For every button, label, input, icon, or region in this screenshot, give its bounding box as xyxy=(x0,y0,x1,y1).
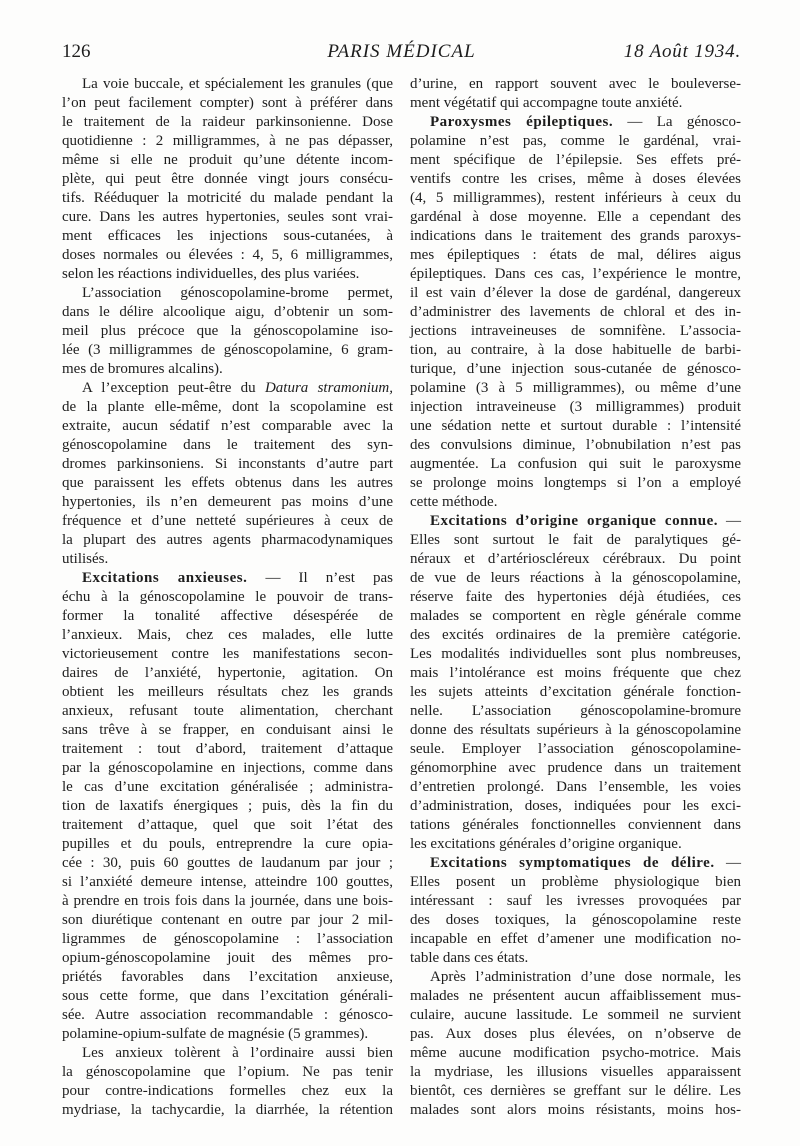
issue-date: 18 Août 1934. xyxy=(623,41,741,62)
line-text: tifs. Rééduquer la motricité du malade pendant la xyxy=(62,190,393,206)
line-text: que paraissent les effets obtenus dans les autres xyxy=(62,475,393,491)
line-text: échu à la génoscopolamine le pouvoir de trans- xyxy=(62,589,393,605)
line-text: sans trêve à se frapper, en conduisant ainsi le xyxy=(62,722,393,738)
text-line xyxy=(410,208,741,227)
line-text: Elles posent un problème physiologique bien xyxy=(410,874,741,890)
line-text: meil plus précoce que la génoscopolamine iso- xyxy=(62,323,393,339)
text-line xyxy=(410,322,741,341)
text-line xyxy=(410,436,741,455)
line-text: incapable en effet d’amener une modification no- xyxy=(410,931,741,947)
line-text: utilisés. xyxy=(62,551,109,567)
line-text: malades se comportent en règle générale comme xyxy=(410,608,741,624)
line-text: anxieux, refusant toute alimentation, cherchant xyxy=(62,703,393,719)
line-text: cette méthode. xyxy=(410,494,498,510)
text-line xyxy=(410,360,741,379)
text-line xyxy=(410,1101,741,1120)
line-text: injection intraveineuse (3 milligrammes) produit xyxy=(410,399,741,415)
text-line xyxy=(62,113,393,132)
line-text: la génoscopolamine que l’opium. Ne pas tenir xyxy=(62,1064,393,1080)
line-text: pas. Aux doses plus élevées, on n’observe de xyxy=(410,1026,741,1042)
line-text: une sédation nette et surtout durable : l’intensité xyxy=(410,418,741,434)
line-text: des convulsions diminue, l’obnubilation n’est pas xyxy=(410,437,741,453)
text-line xyxy=(410,493,741,512)
text-line xyxy=(62,721,393,740)
text-line xyxy=(410,1044,741,1063)
text-line xyxy=(410,702,741,721)
line-text: la mydriase, les illusions visuelles apparaissent xyxy=(410,1064,741,1080)
section-heading: Excitations anxieuses. xyxy=(82,570,248,586)
text-line xyxy=(410,588,741,607)
line-text: mes épileptiques : états de mal, délires aigus xyxy=(410,247,741,263)
line-text: pour contre-indications formelles chez eux la xyxy=(62,1083,393,1099)
line-text: d’entretien prolongé. Dans l’ensemble, les voies xyxy=(410,779,741,795)
text-line xyxy=(62,987,393,1006)
text-line xyxy=(62,645,393,664)
text-line xyxy=(410,1063,741,1082)
section-paragraph xyxy=(62,569,393,1044)
line-text: génoscopolamine dans le traitement des syn- xyxy=(62,437,393,453)
text-line xyxy=(410,75,741,94)
paragraph xyxy=(62,284,393,379)
line-text: d’urine, en rapport souvent avec le bouleverse- xyxy=(410,76,741,92)
page-number: 126 xyxy=(62,41,91,62)
line-text: La voie buccale, et spécialement les granules (que xyxy=(82,76,393,92)
section-heading: Excitations d’origine organique connue. xyxy=(430,513,719,529)
line-text: Elles sont surtout le fait de paralytiques gé- xyxy=(410,532,741,548)
text-line xyxy=(410,816,741,835)
text-line xyxy=(62,75,393,94)
text-line xyxy=(410,94,741,113)
text-line xyxy=(410,645,741,664)
line-text: mais l’intolérance est moins fréquente que chez xyxy=(410,665,741,681)
text-line xyxy=(62,208,393,227)
line-text: néraux et d’artérioscléreux cérébraux. Du point xyxy=(410,551,741,567)
line-text: nelle. L’association génoscopolamine-bromure xyxy=(410,703,741,719)
line-text: opium-génoscopolamine jouit des mêmes pro- xyxy=(62,950,393,966)
line-text: mydriase, la tachycardie, la diarrhée, la rétention xyxy=(62,1102,393,1118)
text-line xyxy=(410,683,741,702)
line-text: la plupart des autres agents pharmacodynamiques xyxy=(62,532,393,548)
text-line xyxy=(62,94,393,113)
line-text: de vue de leurs réactions à la génoscopolamine, xyxy=(410,570,741,586)
text-line xyxy=(410,379,741,398)
text-line xyxy=(410,417,741,436)
line-text: lée (3 milligrammes de génoscopolamine, 6 gram- xyxy=(62,342,393,358)
line-text: ment spécifique de l’épilepsie. Ses effets pré- xyxy=(410,152,741,168)
line-text: gardénal à dose moyenne. Elle a cependant des xyxy=(410,209,741,225)
line-text: tion, au contraire, à la dose habituelle de barbi- xyxy=(410,342,741,358)
text-line xyxy=(410,398,741,417)
text-line xyxy=(410,151,741,170)
line-text: ventifs contre les crises, même à doses élevées xyxy=(410,171,741,187)
line-text: mes de bromures alcalins). xyxy=(62,361,223,377)
text-line xyxy=(62,683,393,702)
line-text: quotidienne : 2 milligrammes, à ne pas dépasser, xyxy=(62,133,393,149)
text-line xyxy=(62,379,393,398)
text-line xyxy=(62,246,393,265)
line-text: les sujets atteints d’excitation générale fonction- xyxy=(410,684,741,700)
text-line xyxy=(62,1063,393,1082)
line-text: cée : 30, puis 60 gouttes de laudanum par jour ; xyxy=(62,855,393,871)
section-paragraph xyxy=(410,854,741,968)
line-text: si l’anxiété demeure intense, atteindre 100 gouttes, xyxy=(62,874,393,890)
text-line xyxy=(62,493,393,512)
text-line xyxy=(410,1082,741,1101)
section-paragraph xyxy=(410,512,741,854)
section-heading: Paroxysmes épileptiques. xyxy=(430,114,614,130)
text-line xyxy=(62,968,393,987)
text-line xyxy=(62,512,393,531)
text-line xyxy=(410,968,741,987)
text-line xyxy=(62,797,393,816)
text-line xyxy=(62,1006,393,1025)
text-line xyxy=(410,873,741,892)
text-line xyxy=(62,360,393,379)
line-text: il est vain d’élever la dose de gardénal, dangereux xyxy=(410,285,741,301)
text-line xyxy=(62,816,393,835)
text-line xyxy=(410,455,741,474)
line-text: pupilles et du pouls, entreprendre la cure opia- xyxy=(62,836,393,852)
text-line xyxy=(62,1025,393,1044)
line-text: culaire, aucune lassitude. Le sommeil ne survient xyxy=(410,1007,741,1023)
line-text: cure. Dans les autres hypertonies, seules sont vrai- xyxy=(62,209,393,225)
line-text: traitement d’attaque, quel que soit l’état des xyxy=(62,817,393,833)
text-line xyxy=(410,227,741,246)
text-line xyxy=(62,835,393,854)
text-line xyxy=(410,189,741,208)
text-line xyxy=(62,778,393,797)
text-line xyxy=(410,797,741,816)
text-line xyxy=(410,949,741,968)
text-line xyxy=(62,151,393,170)
line-text: Les anxieux tolèrent à l’ordinaire aussi bien xyxy=(82,1045,393,1061)
line-text: polamine (3 à 5 milligrammes), ou même d’une xyxy=(410,380,741,396)
text-line xyxy=(62,588,393,607)
text-line xyxy=(410,740,741,759)
line-text: ment végétatif qui accompagne toute anxiété. xyxy=(410,95,683,111)
text-line xyxy=(62,911,393,930)
text-line xyxy=(62,949,393,968)
line-text: intéressant : sauf les ivresses provoquées par xyxy=(410,893,741,909)
text-line xyxy=(62,398,393,417)
line-text: même si elle ne produit qu’une détente incom- xyxy=(62,152,393,168)
line-text: indications dans le traitement des grands paroxys- xyxy=(410,228,741,244)
text-line xyxy=(62,607,393,626)
right-column xyxy=(410,75,741,1120)
text-line xyxy=(62,930,393,949)
text-line xyxy=(410,246,741,265)
line-text: des excités ordinaires de la première catégorie. xyxy=(410,627,741,643)
line-text: épileptiques. Dans ces cas, l’expérience le montre, xyxy=(410,266,741,282)
text-line xyxy=(62,664,393,683)
line-text: tations générales fonctionnelles conviennent dans xyxy=(410,817,741,833)
line-text: l’anxieux. Mais, chez ces malades, elle lutte xyxy=(62,627,393,643)
line-text: réserve faite des hypertonies déjà étudiées, ces xyxy=(410,589,741,605)
text-line xyxy=(62,702,393,721)
line-text: tion de laxatifs énergiques ; puis, dès la fin du xyxy=(62,798,393,814)
line-text: sée. Autre association recommandable : génosco- xyxy=(62,1007,393,1023)
line-text: le cas d’une excitation généralisée ; administra- xyxy=(62,779,393,795)
line-text: dans le délire alcoolique aigu, d’obtenir un som- xyxy=(62,304,393,320)
line-text: hypertonies, ils n’en demeurent pas moins d’une xyxy=(62,494,393,510)
line-text: Les modalités individuelles sont plus nombreuses, xyxy=(410,646,741,662)
text-line xyxy=(410,1025,741,1044)
line-text: jections intraveineuses de somnifène. L’associa- xyxy=(410,323,741,339)
line-text: à prendre en trois fois dans la journée, dans une bois- xyxy=(62,893,393,909)
line-text: son diurétique contenant en outre par jour 2 mil- xyxy=(62,912,393,928)
text-line xyxy=(62,854,393,873)
line-text: L’association génoscopolamine-brome permet, xyxy=(82,285,393,301)
text-line xyxy=(62,474,393,493)
line-text: d’administrer des lavements de chloral et des in- xyxy=(410,304,741,320)
text-line xyxy=(410,132,741,151)
line-text: daires de l’anxiété, hypertonie, agitation. On xyxy=(62,665,393,681)
line-text: ment efficaces les injections sous-cutanées, à xyxy=(62,228,393,244)
paragraph xyxy=(62,75,393,284)
text-line xyxy=(410,778,741,797)
text-line xyxy=(410,835,741,854)
paragraph xyxy=(410,75,741,113)
journal-title: PARIS MÉDICAL xyxy=(327,41,476,62)
line-text: dromes parkinsoniens. Si inconstants d’autre part xyxy=(62,456,393,472)
line-text: ligrammes de génoscopolamine : l’association xyxy=(62,931,393,947)
text-line xyxy=(410,284,741,303)
line-text: se prolonge moins longtemps si l’on a employé xyxy=(410,475,741,491)
text-line xyxy=(62,740,393,759)
text-line xyxy=(62,132,393,151)
text-line xyxy=(62,436,393,455)
running-header xyxy=(62,40,741,64)
line-text: génomorphine avec prudence dans un traitement xyxy=(410,760,741,776)
text-line xyxy=(62,626,393,645)
text-line xyxy=(62,170,393,189)
text-line xyxy=(410,759,741,778)
line-text: victorieusement contre les manifestations secon- xyxy=(62,646,393,662)
text-line xyxy=(410,170,741,189)
line-text: turique, d’une injection sous-cutanée de génosco- xyxy=(410,361,741,377)
text-line xyxy=(62,1044,393,1063)
text-line xyxy=(62,1101,393,1120)
text-line xyxy=(62,341,393,360)
line-text: les excitations générales d’origine organique. xyxy=(410,836,682,852)
text-line xyxy=(410,474,741,493)
line-text: priétés favorables dans l’excitation anxieuse, xyxy=(62,969,393,985)
text-line xyxy=(410,569,741,588)
text-line xyxy=(62,227,393,246)
text-line xyxy=(410,607,741,626)
line-text: fréquence et d’une netteté supérieures à ceux de xyxy=(62,513,393,529)
line-text: des doses toxiques, la génoscopolamine reste xyxy=(410,912,741,928)
line-text: malades sont alors moins résistants, moins hos- xyxy=(410,1102,741,1118)
text-line xyxy=(410,512,741,531)
line-text: obtient les meilleurs résultats chez les grands xyxy=(62,684,393,700)
left-column xyxy=(62,75,393,1120)
line-text: polamine n’est pas, comme le gardénal, vrai- xyxy=(410,133,741,149)
text-line xyxy=(410,911,741,930)
line-text: plète, qui peut être donnée vingt jours consécu- xyxy=(62,171,393,187)
text-line xyxy=(410,550,741,569)
line-text: de la plante elle-même, dont la scopolamine est xyxy=(62,399,393,415)
text-line xyxy=(62,284,393,303)
text-line xyxy=(62,455,393,474)
line-text: doses normales ou élevées : 4, 5, 6 milligrammes, xyxy=(62,247,393,263)
line-text: l’on peut facilement compter) sont à préférer dans xyxy=(62,95,393,111)
line-text: le traitement de la raideur parkinsonienne. Dose xyxy=(62,114,393,130)
line-text: (4, 5 milligrammes), restent inférieurs à ceux du xyxy=(410,190,741,206)
line-text: A l’exception peut-être du xyxy=(82,380,265,396)
text-line xyxy=(62,569,393,588)
line-text: — Il n’est pas xyxy=(265,570,393,586)
line-text: bientôt, ces dernières se greffant sur le délire. Les xyxy=(410,1083,741,1099)
paragraph xyxy=(410,968,741,1120)
line-text: d’administration, doses, indiquées pour les exci- xyxy=(410,798,741,814)
line-text: sous cette forme, que dans l’excitation générali- xyxy=(62,988,393,1004)
section-heading: Excitations symptomatiques de délire. xyxy=(430,855,715,871)
text-line xyxy=(62,303,393,322)
text-line xyxy=(62,322,393,341)
text-line xyxy=(410,341,741,360)
text-line xyxy=(410,664,741,683)
line-text: — xyxy=(726,855,741,871)
section-paragraph xyxy=(410,113,741,512)
text-line xyxy=(62,531,393,550)
line-text: traitement : tout d’abord, traitement d’attaque xyxy=(62,741,393,757)
italic-text: Datura stramonium, xyxy=(264,380,393,396)
text-line xyxy=(410,1006,741,1025)
line-text: — xyxy=(726,513,742,529)
line-text: selon les réactions individuelles, des plus variées. xyxy=(62,266,360,282)
text-line xyxy=(62,873,393,892)
line-text: — La génosco- xyxy=(627,114,741,130)
line-text: même aucune modification psycho-motrice. Mais xyxy=(410,1045,741,1061)
text-line xyxy=(410,854,741,873)
text-line xyxy=(62,550,393,569)
line-text: augmentée. La confusion qui suit le paroxysme xyxy=(410,456,741,472)
text-line xyxy=(410,892,741,911)
paragraph xyxy=(62,379,393,569)
line-text: former la tonalité affective désespérée de xyxy=(62,608,393,624)
line-text: table dans ces états. xyxy=(410,950,529,966)
line-text: par la génoscopolamine en injections, comme dans xyxy=(62,760,393,776)
text-line xyxy=(410,626,741,645)
text-line xyxy=(410,531,741,550)
line-text: polamine-opium-sulfate de magnésie (5 grammes). xyxy=(62,1026,369,1042)
text-line xyxy=(410,987,741,1006)
paragraph xyxy=(62,1044,393,1120)
text-line xyxy=(410,930,741,949)
text-line xyxy=(62,265,393,284)
text-line xyxy=(62,189,393,208)
line-text: Après l’administration d’une dose normale, les xyxy=(430,969,741,985)
line-text: extraite, aucun sédatif n’est comparable avec la xyxy=(62,418,393,434)
line-text: donne des résultats supérieurs à la génoscopolamine xyxy=(410,722,741,738)
text-line xyxy=(62,417,393,436)
text-line xyxy=(410,303,741,322)
text-line xyxy=(410,721,741,740)
line-text: malades ne présentent aucun affaiblissement mus- xyxy=(410,988,741,1004)
text-line xyxy=(62,759,393,778)
text-line xyxy=(410,113,741,132)
text-line xyxy=(410,265,741,284)
line-text: seule. Employer l’association génoscopolamine- xyxy=(410,741,741,757)
text-line xyxy=(62,892,393,911)
text-line xyxy=(62,1082,393,1101)
